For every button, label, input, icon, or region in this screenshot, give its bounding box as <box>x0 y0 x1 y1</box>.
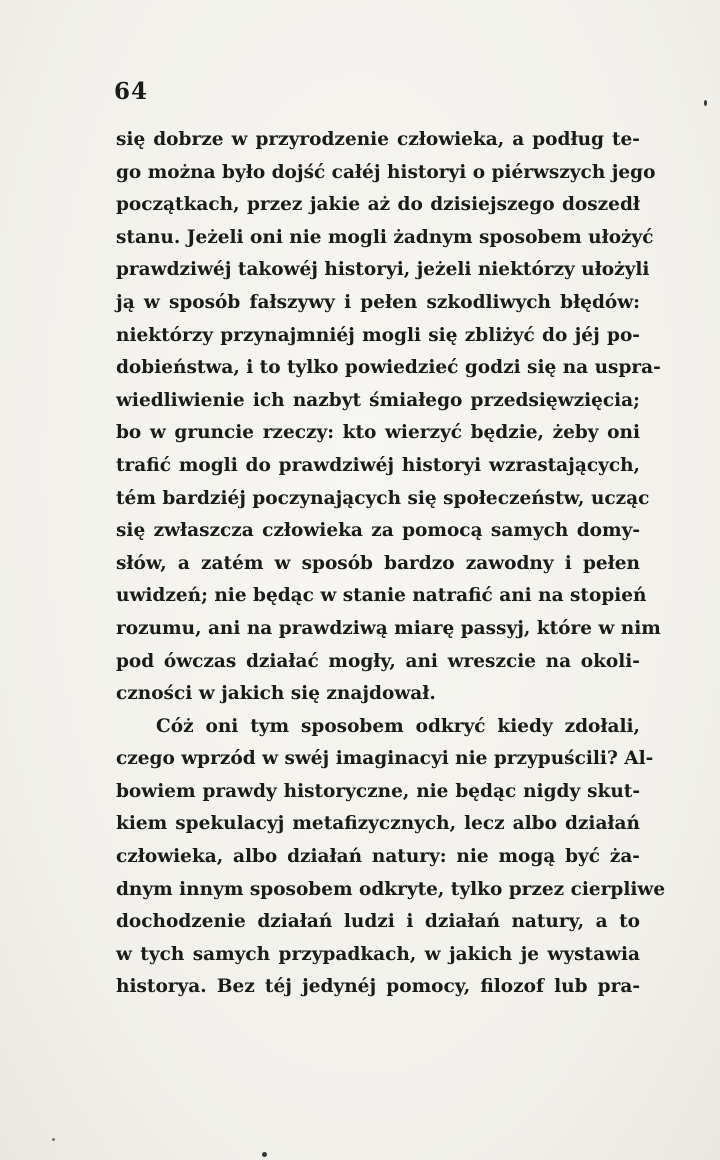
text-line: się zwłaszcza człowieka za pomocą samych domy- <box>116 520 640 542</box>
body-text <box>116 124 666 1004</box>
text-line: bowiem prawdy historyczne, nie będąc nigdy skut- <box>116 780 640 802</box>
text-line: wiedliwienie ich nazbyt śmiałego przedsięwzięcia; <box>116 389 640 411</box>
paragraph-end-line: czności w jakich się znajdował. <box>116 683 436 705</box>
text-line: się dobrze w przyrodzenie człowieka, a podług te- <box>116 129 640 150</box>
text-line: człowieka, albo działań natury: nie mogą być ża- <box>116 846 640 868</box>
text-line: dobieństwa, i to tylko powiedzieć godzi się na uspra- <box>116 357 661 379</box>
text-line: dochodzenie działań ludzi i działań natury, a to <box>116 911 640 933</box>
ink-speck <box>262 1152 267 1157</box>
text-line: kiem spekulacyj metafizycznych, lecz albo działań <box>116 813 640 835</box>
text-line: stanu. Jeżeli oni nie mogli żadnym sposobem ułożyć <box>116 226 654 248</box>
text-line: słów, a zatém w sposób bardzo zawodny i pełen <box>116 552 640 574</box>
text-line: dnym innym sposobem odkryte, tylko przez cierpliwe <box>116 878 666 900</box>
text-line: uwidzeń; nie będąc w stanie natrafić ani na stopień <box>116 585 647 607</box>
text-line: go można było dojść całéj historyi o piérwszych jego <box>116 161 656 183</box>
paragraph-start-line: Cóż oni tym sposobem odkryć kiedy zdołali, <box>156 715 640 737</box>
text-line: ją w sposób fałszywy i pełen szkodliwych błędów: <box>116 291 640 313</box>
ink-speck <box>704 100 707 106</box>
text-line: trafić mogli do prawdziwéj historyi wzrastających, <box>116 454 640 476</box>
text-line: pod ówczas działać mogły, ani wreszcie na okoli- <box>116 650 640 672</box>
text-line: tém bardziéj poczynających się społeczeństw, ucząc <box>116 487 650 509</box>
text-line: czego wprzód w swéj imaginacyi nie przypuścili? Al- <box>116 748 654 770</box>
text-line: rozumu, ani na prawdziwą miarę passyj, które w nim <box>116 617 661 639</box>
text-line: prawdziwéj takowéj historyi, jeżeli niektórzy ułożyli <box>116 259 650 281</box>
text-line: niektórzy przynajmniéj mogli się zbliżyć do jéj po- <box>116 324 640 346</box>
text-line: historya. Bez téj jedynéj pomocy, filozof lub pra- <box>116 976 640 998</box>
text-line: w tych samych przypadkach, w jakich je wystawia <box>116 943 640 965</box>
text-line: początkach, przez jakie aż do dzisiejszego doszedł <box>116 194 640 216</box>
ink-speck <box>52 1138 55 1141</box>
page-number: 64 <box>114 78 149 105</box>
text-line: bo w gruncie rzeczy: kto wierzyć będzie, żeby oni <box>116 422 640 444</box>
